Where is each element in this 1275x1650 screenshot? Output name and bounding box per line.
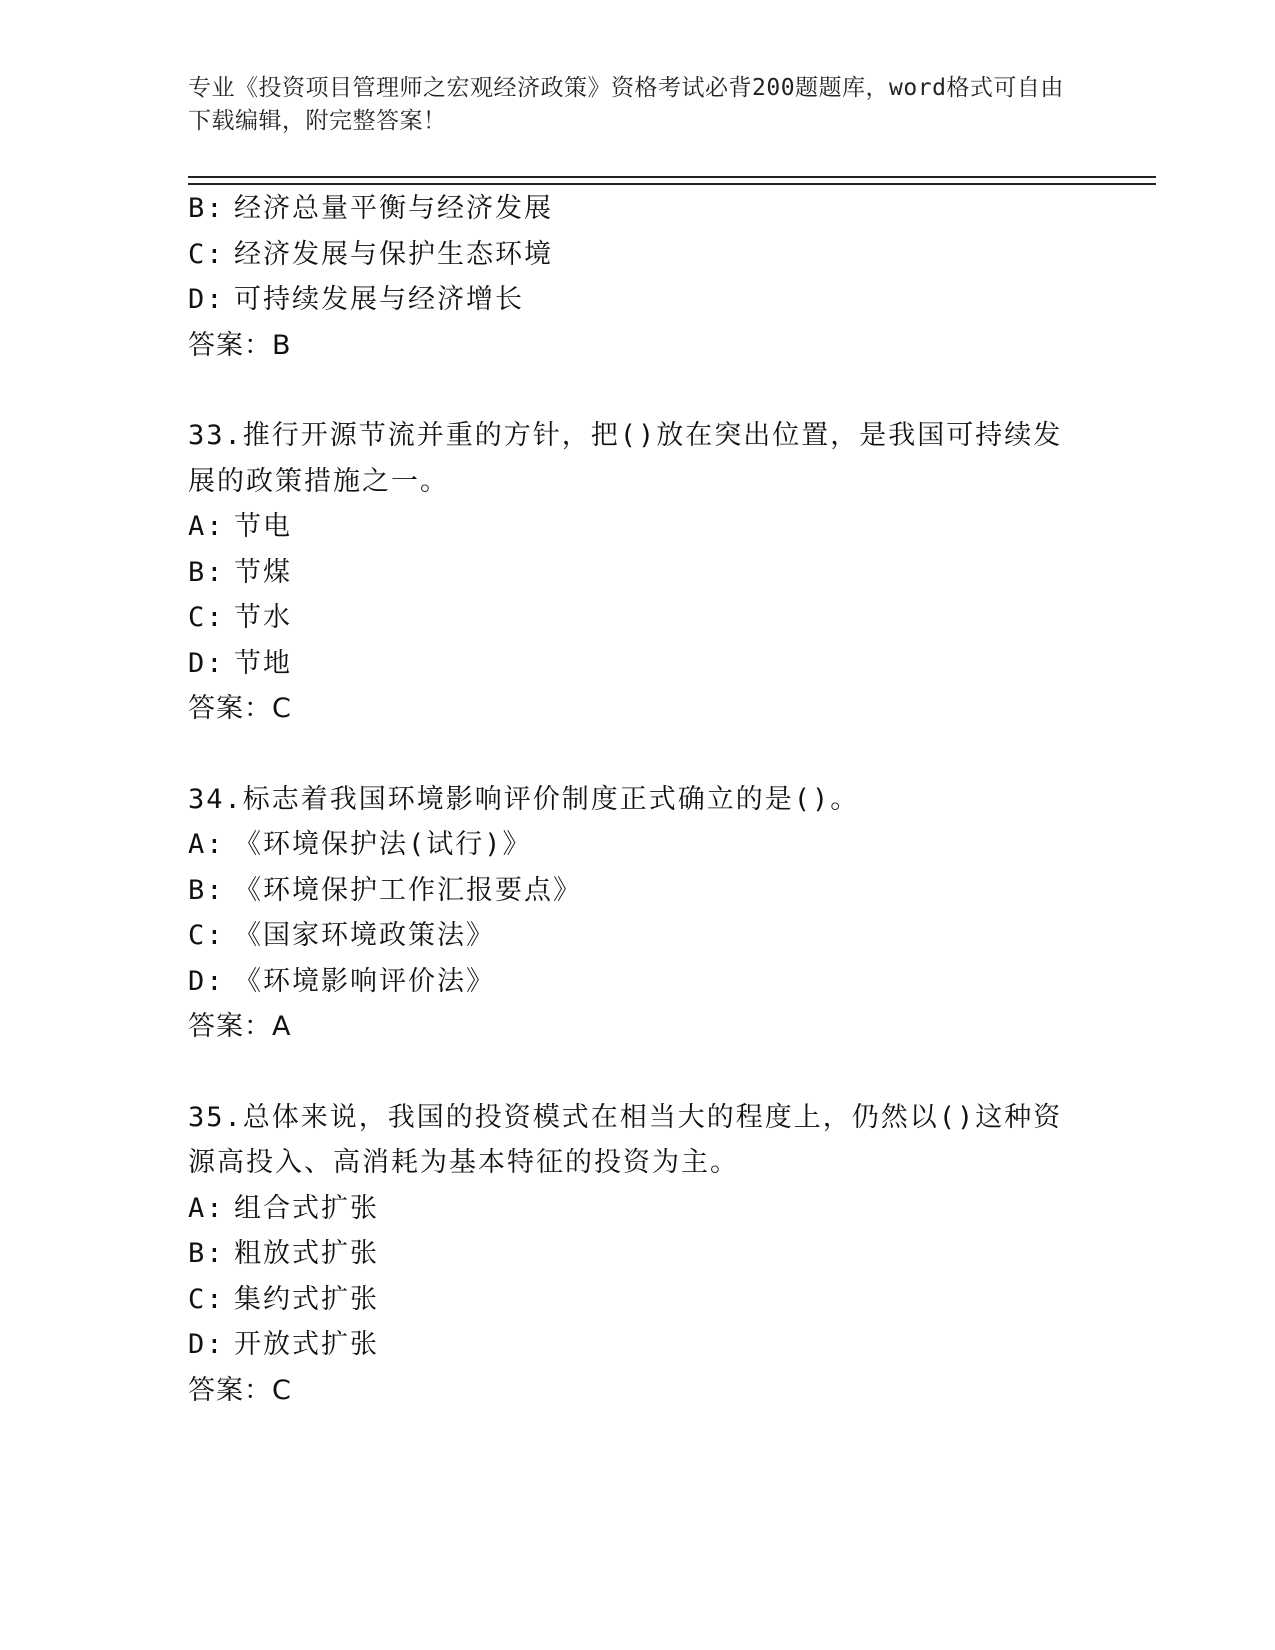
option-b: B: 粗放式扩张 [188, 1238, 379, 1269]
option-a: A: 组合式扩张 [188, 1192, 379, 1224]
answer: 答案：A [188, 1011, 292, 1042]
option-d: D: 节地 [188, 647, 292, 679]
answer: 答案：C [188, 693, 292, 724]
option-a: A: 节电 [188, 511, 292, 542]
option-b: B: 《环境保护工作汇报要点》 [188, 874, 582, 906]
question-35 [188, 1095, 1088, 1414]
option-a: A: 《环境保护法(试行)》 [188, 829, 532, 860]
question-34 [188, 777, 1088, 1050]
answer: 答案：C [188, 1374, 292, 1406]
option-d: D: 《环境影响评价法》 [188, 965, 495, 997]
header-rule-top [188, 176, 1156, 178]
document-header: 专业《投资项目管理师之宏观经济政策》资格考试必背200题题库，word格式可自由下载编辑，附完整答案！ [188, 75, 1064, 134]
option-c: C: 《国家环境政策法》 [188, 920, 495, 951]
partial-question [188, 186, 1088, 368]
option-c: C: 经济发展与保护生态环境 [188, 238, 553, 270]
option-b: B: 经济总量平衡与经济发展 [188, 193, 553, 224]
question-stem: 33.推行开源节流并重的方针，把()放在突出位置，是我国可持续发展的政策措施之一。 [188, 420, 1063, 497]
option-c: C: 集约式扩张 [188, 1283, 379, 1315]
question-stem: 35.总体来说，我国的投资模式在相当大的程度上，仍然以()这种资源高投入、高消耗为基本特征的投资为主。 [188, 1101, 1063, 1178]
question-stem: 34.标志着我国环境影响评价制度正式确立的是()。 [188, 783, 860, 815]
option-d: D: 可持续发展与经济增长 [188, 284, 524, 315]
header-rule-bottom [188, 183, 1156, 185]
option-b: B: 节煤 [188, 556, 292, 588]
answer: 答案：B [188, 329, 292, 361]
option-c: C: 节水 [188, 602, 292, 633]
option-d: D: 开放式扩张 [188, 1329, 379, 1360]
question-list [188, 186, 1088, 1413]
question-33 [188, 413, 1088, 732]
